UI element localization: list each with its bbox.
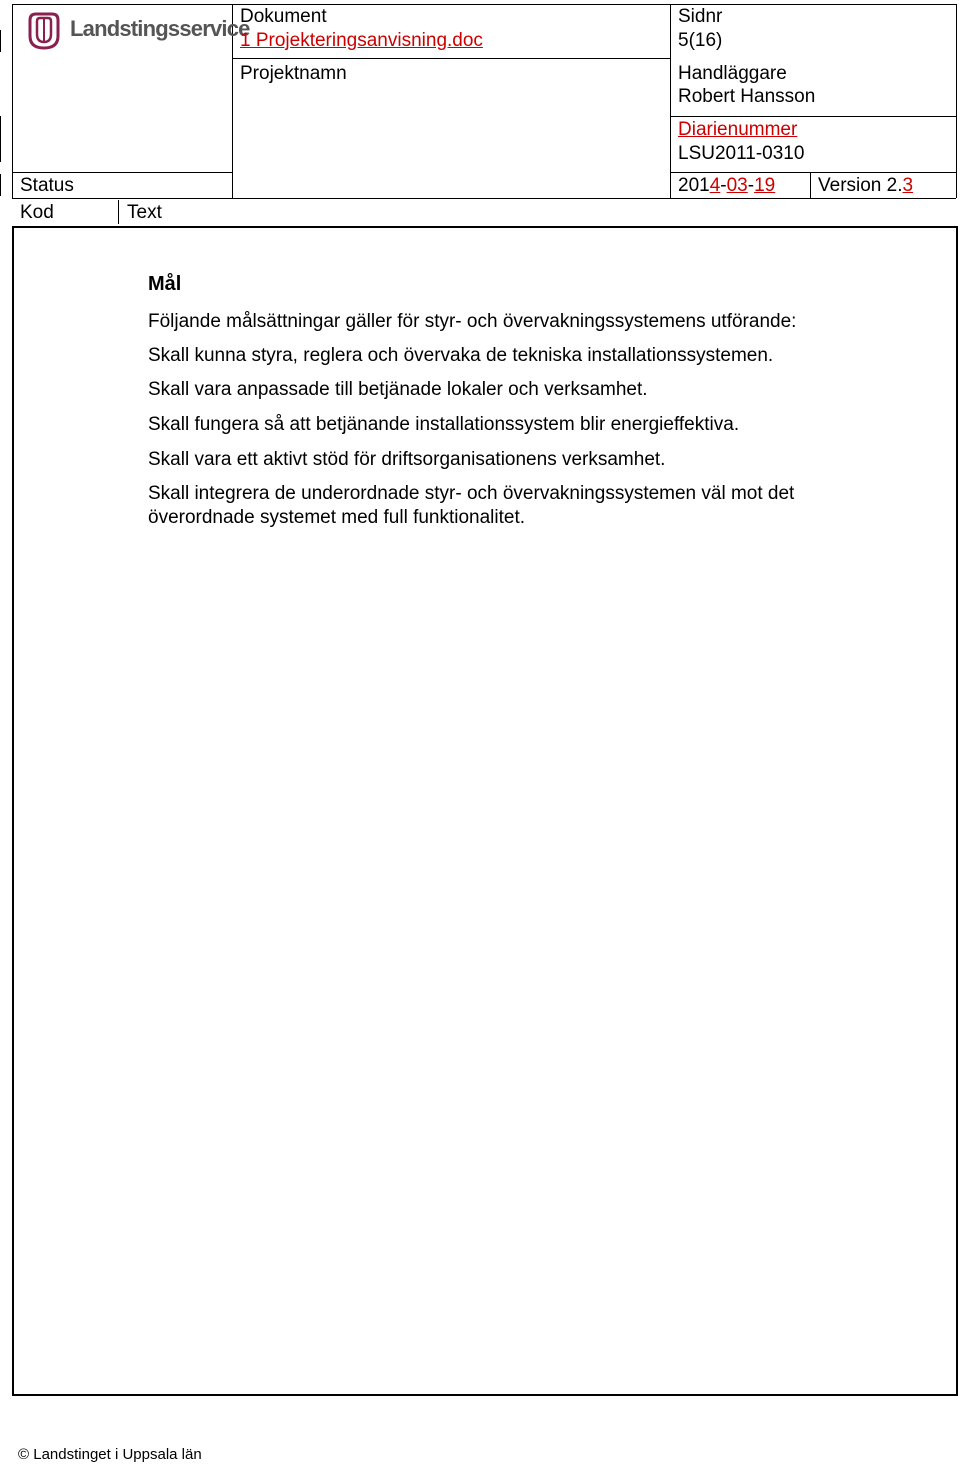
- version-suffix: 3: [902, 175, 914, 196]
- date-sep-1: -: [720, 175, 727, 196]
- document-date: [678, 175, 775, 197]
- projektnamn-label: Projektnamn: [240, 63, 347, 84]
- date-part-day: 19: [754, 175, 776, 196]
- body-paragraph: överordnade systemet med full funktionalitet.: [148, 507, 526, 528]
- body-paragraph: Skall kunna styra, reglera och övervaka de tekniska installationssystemen.: [148, 345, 774, 366]
- diarienummer-value: LSU2011-0310: [678, 143, 805, 164]
- document-version: [818, 175, 913, 197]
- footer-text: Landstinget i Uppsala län: [33, 1446, 202, 1463]
- handlaggare-label: Handläggare: [678, 63, 787, 84]
- status-label: Status: [20, 175, 74, 196]
- version-base: Version 2.: [818, 175, 903, 196]
- section-heading: Mål: [148, 273, 182, 295]
- body-paragraph: Följande målsättningar gäller för styr- och övervakningssystemens utförande:: [148, 311, 797, 332]
- kod-label: Kod: [20, 202, 54, 223]
- body-paragraph: Skall vara anpassade till betjänade lokaler och verksamhet.: [148, 379, 648, 400]
- copyright-icon: ©: [18, 1446, 30, 1463]
- body-paragraph: Skall vara ett aktivt stöd för driftsorganisationens verksamhet.: [148, 449, 666, 470]
- dokument-link[interactable]: 1 Projekteringsanvisning.doc: [240, 30, 483, 51]
- sidnr-value: 5(16): [678, 30, 723, 51]
- logo-text: Landstingsservice: [70, 16, 250, 41]
- diarienummer-label[interactable]: Diarienummer: [678, 119, 798, 140]
- sidnr-label: Sidnr: [678, 6, 723, 27]
- body-paragraph: Skall fungera så att betjänande installationssystem blir energieffektiva.: [148, 414, 740, 435]
- date-part-year-digit: 4: [709, 175, 721, 196]
- handlaggare-value: Robert Hansson: [678, 86, 816, 107]
- date-part-year: 201: [678, 175, 710, 196]
- logo: [26, 10, 250, 52]
- footer: [18, 1446, 202, 1464]
- landstingsservice-logo-icon: [26, 12, 62, 50]
- body-paragraph: Skall integrera de underordnade styr- och övervakningssystemen väl mot det: [148, 483, 795, 504]
- text-label: Text: [127, 202, 162, 223]
- date-part-month: 03: [726, 175, 748, 196]
- dokument-label: Dokument: [240, 6, 327, 27]
- date-sep-2: -: [747, 175, 755, 196]
